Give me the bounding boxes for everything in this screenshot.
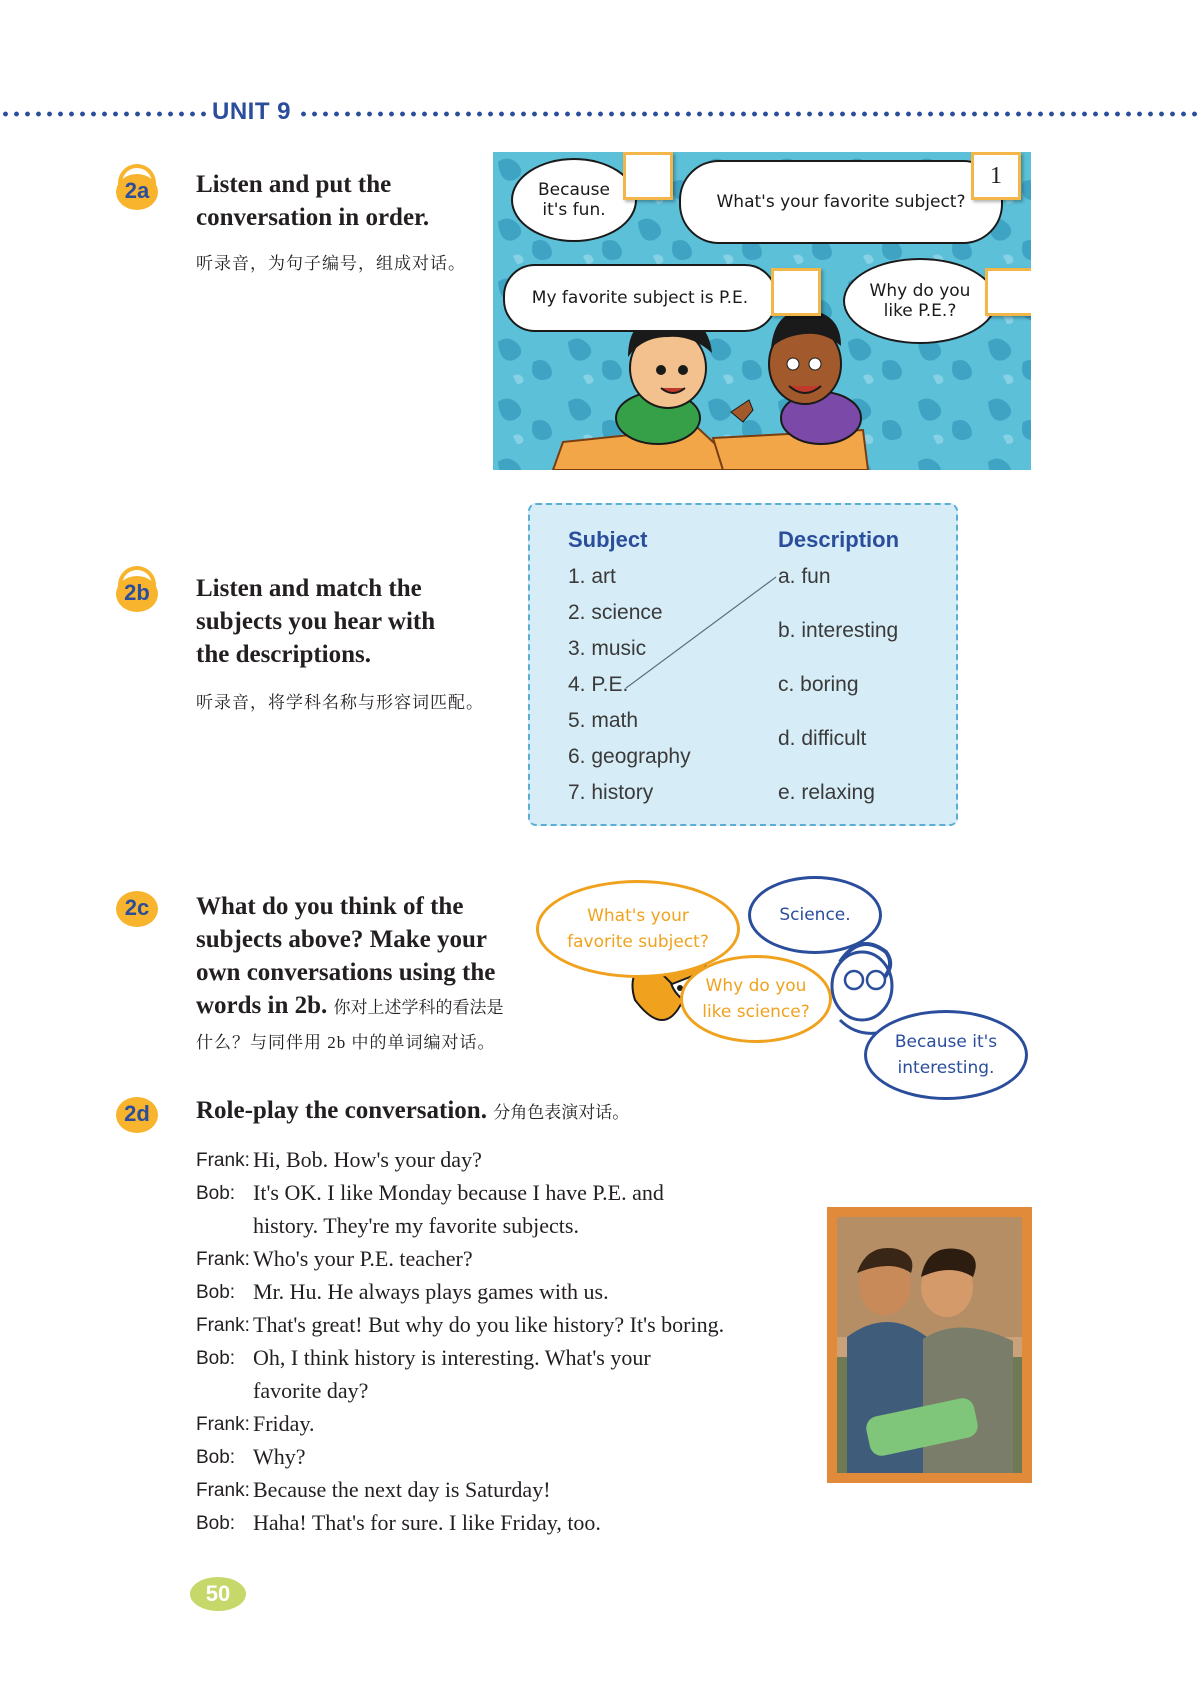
bubble-2c-question-1: What's your favorite subject? <box>536 880 740 978</box>
subject-item: 5. math <box>568 709 639 732</box>
badge-2d: 2d <box>112 1093 162 1133</box>
bubble-2c-answer-2: Because it's interesting. <box>864 1010 1028 1100</box>
speaker-label: Frank: <box>196 1414 250 1435</box>
instruction-2c: What do you think of the subjects above? Make your own conversations using the words in 2b. 你对上述学科的看法是 <box>196 893 504 1019</box>
badge-2b: 2b <box>112 572 162 612</box>
subject-item: 2. science <box>568 601 663 624</box>
subject-item: 1. art <box>568 565 616 588</box>
dialogue-line: That's great! But why do you like history? It's boring. <box>253 1312 725 1337</box>
badge-2a: 2a <box>112 170 162 210</box>
dialogue-line: Friday. <box>253 1411 315 1436</box>
dialogue-line: Haha! That's for sure. I like Friday, too. <box>253 1510 601 1535</box>
description-item: c. boring <box>778 673 859 696</box>
dialogue-line: Who's your P.E. teacher? <box>253 1246 473 1271</box>
bubble-2c-answer-1: Science. <box>748 876 882 954</box>
bubble-2c-question-2: Why do you like science? <box>680 955 832 1043</box>
bubble-pe: My favorite subject is P.E. <box>503 264 777 332</box>
description-item: b. interesting <box>778 619 899 642</box>
speaker-label: Frank: <box>196 1150 250 1171</box>
instruction-2d-cn: 分角色表演对话。 <box>493 1103 630 1122</box>
speaker-label: Frank: <box>196 1249 250 1270</box>
order-box-favorite[interactable]: 1 <box>971 152 1021 200</box>
instruction-2b: Listen and match the subjects you hear with the descriptions. <box>196 575 436 668</box>
column-description-header: Description <box>778 527 900 552</box>
order-box-because[interactable] <box>623 152 673 200</box>
instruction-2c-cn: 什么？与同伴用 2b 中的单词编对话。 <box>196 1033 496 1052</box>
illustration-2a <box>493 152 1031 470</box>
header-dots-left <box>0 111 208 117</box>
two-students-photo-image <box>827 1207 1032 1483</box>
instruction-2c-cn-inline: 你对上述学科的看法是 <box>333 998 504 1017</box>
bubble-favorite-subject: What's your favorite subject? <box>679 160 1003 244</box>
description-item: d. difficult <box>778 727 867 750</box>
description-item: e. relaxing <box>778 781 875 804</box>
speaker-label: Frank: <box>196 1480 250 1501</box>
bubble-because: Because it's fun. <box>511 158 637 242</box>
students-photo <box>827 1207 1032 1483</box>
dialogue-line: favorite day? <box>253 1378 369 1403</box>
subject-item: 4. P.E. <box>568 673 629 696</box>
speaker-label: Bob: <box>196 1513 236 1534</box>
instruction-2d: Role-play the conversation. 分角色表演对话。 <box>196 1097 630 1124</box>
match-line-example <box>530 505 960 828</box>
dialogue-line: Because the next day is Saturday! <box>253 1477 551 1502</box>
instruction-2a: Listen and put the conversation in order. <box>196 171 430 231</box>
dialogue-line: Why? <box>253 1444 306 1469</box>
dialogue-line: Hi, Bob. How's your day? <box>253 1147 482 1172</box>
header-dots-right <box>298 111 1199 117</box>
column-subject-header: Subject <box>568 527 648 552</box>
speaker-label: Bob: <box>196 1447 236 1468</box>
page-number: 50 <box>190 1577 246 1611</box>
bubble-why-pe: Why do you like P.E.? <box>843 258 997 344</box>
speaker-label: Bob: <box>196 1183 236 1204</box>
subject-item: 7. history <box>568 781 654 804</box>
speaker-label: Bob: <box>196 1348 236 1369</box>
order-box-pe[interactable] <box>771 268 821 316</box>
dialogue-line: Oh, I think history is interesting. What's your <box>253 1345 651 1370</box>
speaker-label: Frank: <box>196 1315 250 1336</box>
dialogue-line: It's OK. I like Monday because I have P.E. and <box>253 1180 664 1205</box>
badge-2c: 2c <box>112 887 162 927</box>
instruction-2a-cn: 听录音，为句子编号，组成对话。 <box>196 254 466 273</box>
dialogue-line: Mr. Hu. He always plays games with us. <box>253 1279 609 1304</box>
description-item: a. fun <box>778 565 831 588</box>
instruction-2b-cn: 听录音，将学科名称与形容词匹配。 <box>196 693 484 712</box>
order-box-why[interactable] <box>985 268 1031 316</box>
dialogue-line: history. They're my favorite subjects. <box>253 1213 579 1238</box>
speaker-label: Bob: <box>196 1282 236 1303</box>
matching-table-2b <box>528 503 958 826</box>
subject-item: 6. geography <box>568 745 691 768</box>
subject-item: 3. music <box>568 637 647 660</box>
unit-title: UNIT 9 <box>212 98 292 125</box>
